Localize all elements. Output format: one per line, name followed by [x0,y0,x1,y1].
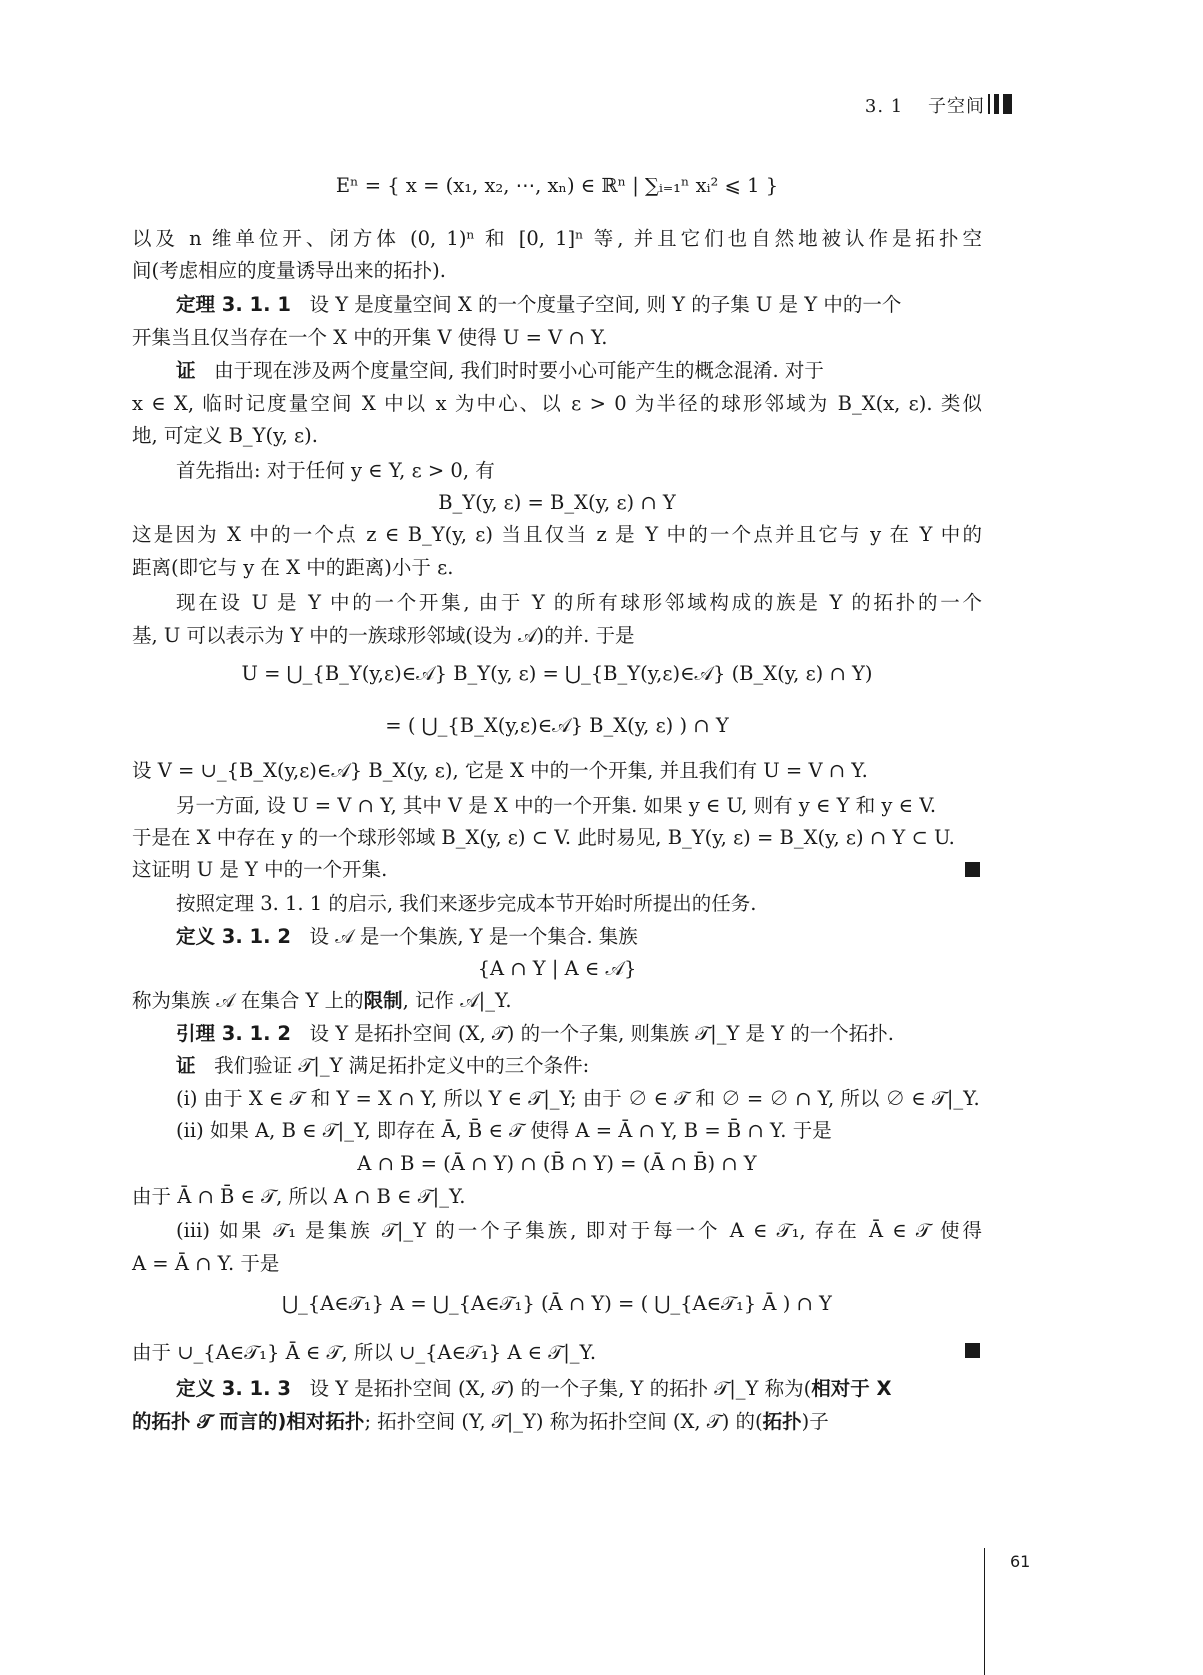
formula-unit-ball: Eⁿ = { x = (x₁, x₂, ⋯, xₙ) ∈ ℝⁿ | ∑ᵢ₌₁ⁿ xᵢ² ⩽ 1 } [335,174,779,197]
theorem-label: 定理 3. 1. 1 [176,293,291,316]
proof-label: 证 [176,1054,196,1077]
text-line: (i) 由于 X ∈ 𝒯 和 Y = X ∩ Y, 所以 Y ∈ 𝒯|_Y; 由于 ∅ ∈ 𝒯 和 ∅ = ∅ ∩ Y, 所以 ∅ ∈ 𝒯|_Y. [176,1087,980,1110]
proof-start [176,1050,982,1082]
formula-restriction-family: {A ∩ Y | A ∈ 𝒜} [477,957,637,980]
text-line: 设 V = ∪_{B_X(y,ε)∈𝒜} B_X(y, ε), 它是 X 中的一个开集, 并且我们有 U = V ∩ Y. [132,759,868,782]
text-line: 由于 Ā ∩ B̄ ∈ 𝒯, 所以 A ∩ B ∈ 𝒯|_Y. [132,1185,466,1208]
text-line: x ∈ X, 临时记度量空间 X 中以 x 为中心、以 ε > 0 为半径的球形邻域为 B_X(x, ε). 类似 [132,392,982,415]
lemma-3-1-2 [176,1018,982,1050]
term-relative-topology: 的拓扑 𝒯 而言的)相对拓扑 [132,1410,365,1433]
qed-mark [965,1343,980,1358]
proof-text: 我们验证 𝒯|_Y 满足拓扑定义中的三个条件: [214,1054,590,1077]
section-title: 子空间 [928,96,985,117]
definition-label: 定义 3. 1. 2 [176,925,291,948]
term-relative-to: 相对于 X [811,1377,892,1400]
text-line: 距离(即它与 y 在 X 中的距离)小于 ε. [132,556,454,579]
definition-text: 设 𝒜 是一个集族, Y 是一个集合. 集族 [309,925,638,948]
text-line: 间(考虑相应的度量诱导出来的拓扑). [132,259,446,282]
definition-label: 定义 3. 1. 3 [176,1377,291,1400]
text-line: 于是在 X 中存在 y 的一个球形邻域 B_X(y, ε) ⊂ V. 此时易见, B_Y(y, ε) = B_X(y, ε) ∩ Y ⊂ U. [132,826,955,849]
formula-ball-restrict: B_Y(y, ε) = B_X(y, ε) ∩ Y [438,491,676,514]
lemma-text: 设 Y 是拓扑空间 (X, 𝒯) 的一个子集, 则集族 𝒯|_Y 是 Y 的一个拓扑. [309,1022,894,1045]
running-header [865,92,985,118]
proof-start [176,355,982,387]
text-line: 按照定理 3. 1. 1 的启示, 我们来逐步完成本节开始时所提出的任务. [176,892,757,915]
text-line: (iii) 如果 𝒯₁ 是集族 𝒯|_Y 的一个子集族, 即对于每一个 A ∈ 𝒯₁, 存在 Ā ∈ 𝒯 使得 [176,1219,982,1242]
side-rule [984,1548,985,1675]
formula-union-3: ⋃_{A∈𝒯₁} A = ⋃_{A∈𝒯₁} (Ā ∩ Y) = ( ⋃_{A∈𝒯₁} Ā ) ∩ Y [282,1292,832,1315]
proof-label: 证 [176,359,196,382]
text-line: 现在设 U 是 Y 中的一个开集, 由于 Y 的所有球形邻域构成的族是 Y 的拓扑的一个 [176,591,982,614]
section-number: 3. 1 [864,96,904,117]
term-restriction: 限制 [363,989,403,1012]
theorem-3-1-1 [176,289,982,321]
text-span: ; 拓扑空间 (Y, 𝒯|_Y) 称为拓扑空间 (X, 𝒯) 的( [364,1410,763,1433]
lemma-label: 引理 3. 1. 2 [176,1022,291,1045]
text-line: 开集当且仅当存在一个 X 中的开集 V 使得 U = V ∩ Y. [132,326,608,349]
text-line [132,1406,982,1438]
text-line: 地, 可定义 B_Y(y, ε). [132,424,318,447]
text-line: 由于 ∪_{A∈𝒯₁} Ā ∈ 𝒯, 所以 ∪_{A∈𝒯₁} A ∈ 𝒯|_Y. [132,1341,597,1364]
definition-3-1-3 [176,1373,982,1405]
definition-text: 设 Y 是拓扑空间 (X, 𝒯) 的一个子集, Y 的拓扑 𝒯|_Y 称为( [309,1377,812,1400]
text-line: 这证明 U 是 Y 中的一个开集. [132,858,388,881]
text-span: )子 [801,1410,829,1433]
formula-union-2: = ( ⋃_{B_X(y,ε)∈𝒜} B_X(y, ε) ) ∩ Y [385,714,729,737]
proof-text: 由于现在涉及两个度量空间, 我们时时要小心可能产生的概念混淆. 对于 [214,359,824,382]
term-topology: 拓扑 [762,1410,802,1433]
page-number: 61 [1010,1552,1031,1571]
qed-mark [965,862,980,877]
text-line: 这是因为 X 中的一个点 z ∈ B_Y(y, ε) 当且仅当 z 是 Y 中的一个点并且它与 y 在 Y 中的 [132,523,982,546]
text-line: A = Ā ∩ Y. 于是 [132,1252,280,1275]
text-line [132,985,982,1017]
text-span: 称为集族 𝒜 在集合 Y 上的 [132,989,364,1012]
definition-3-1-2 [176,921,982,953]
text-line: 基, U 可以表示为 Y 中的一族球形邻域(设为 𝒜)的并. 于是 [132,624,635,647]
formula-intersection: A ∩ B = (Ā ∩ Y) ∩ (B̄ ∩ Y) = (Ā ∩ B̄) ∩ Y [357,1152,757,1175]
text-line: 首先指出: 对于任何 y ∈ Y, ε > 0, 有 [176,459,495,482]
text-span: , 记作 𝒜|_Y. [402,989,512,1012]
text-line: 以及 n 维单位开、闭方体 (0, 1)ⁿ 和 [0, 1]ⁿ 等, 并且它们也自然地被认作是拓扑空 [132,227,982,250]
text-line: (ii) 如果 A, B ∈ 𝒯|_Y, 即存在 Ā, B̄ ∈ 𝒯 使得 A = Ā ∩ Y, B = B̄ ∩ Y. 于是 [176,1119,832,1142]
formula-union-1: U = ⋃_{B_Y(y,ε)∈𝒜} B_Y(y, ε) = ⋃_{B_Y(y,ε)∈𝒜} (B_X(y, ε) ∩ Y) [241,662,873,685]
text-line: 另一方面, 设 U = V ∩ Y, 其中 V 是 X 中的一个开集. 如果 y ∈ U, 则有 y ∈ Y 和 y ∈ V. [176,794,937,817]
theorem-text: 设 Y 是度量空间 X 的一个度量子空间, 则 Y 的子集 U 是 Y 中的一个 [309,293,902,316]
